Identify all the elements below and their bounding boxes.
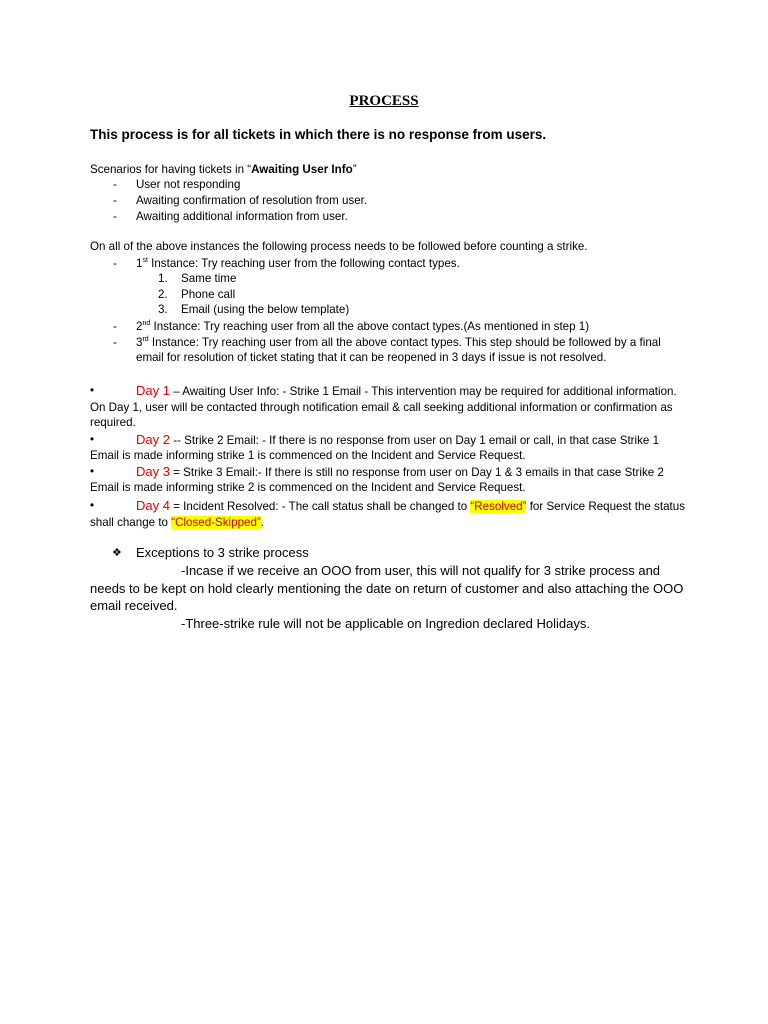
- instance-dash: -: [113, 320, 117, 333]
- scenario-dash: -: [113, 178, 117, 191]
- scenario-item: User not responding: [136, 178, 241, 191]
- exceptions-line-3: email received.: [90, 598, 178, 613]
- contact-item: Phone call: [181, 288, 236, 301]
- contact-number: 1.: [158, 272, 168, 285]
- day-4-line: Day 4 = Incident Resolved: - The call status shall be changed to “Resolved” for Service Request the status: [136, 498, 685, 513]
- day-2-label: Day 2: [136, 432, 170, 447]
- scenarios-lead: Scenarios for having tickets in “Awaiting User Info”: [90, 163, 357, 176]
- scenario-dash: -: [113, 210, 117, 223]
- contact-number: 2.: [158, 288, 168, 301]
- day-1-label: Day 1: [136, 383, 170, 398]
- day-3-label: Day 3: [136, 464, 170, 479]
- contact-item: Same time: [181, 272, 237, 285]
- instance-1: 1st Instance: Try reaching user from the following contact types.: [136, 257, 460, 270]
- intro-text: This process is for all tickets in which there is no response from users.: [90, 127, 547, 142]
- instance-dash: -: [113, 257, 117, 270]
- process-lead: On all of the above instances the following process needs to be followed before counting a strike.: [90, 240, 588, 253]
- instance-3: 3rd Instance: Try reaching user from all the above contact types. This step should be followed by a final: [136, 336, 661, 349]
- instance-3-continued: email for resolution of ticket stating that it can be reopened in 3 days if issue is not resolved.: [136, 351, 607, 364]
- day-1-line-3: required.: [90, 416, 136, 429]
- bullet: •: [90, 433, 95, 446]
- bullet: •: [90, 384, 95, 397]
- scenario-item: Awaiting confirmation of resolution from user.: [136, 194, 368, 207]
- day-3-line: Day 3 = Strike 3 Email:- If there is still no response from user on Day 1 & 3 emails in that case Strike 2: [136, 464, 664, 479]
- day-2-line: Day 2 -- Strike 2 Email: - If there is no response from user on Day 1 email or call, in that case Strike 1: [136, 432, 660, 447]
- instance-dash: -: [113, 336, 117, 349]
- page-title: PROCESS: [349, 93, 419, 109]
- day-2-line-2: Email is made informing strike 1 is commenced on the Incident and Service Request.: [90, 449, 526, 462]
- exceptions-line-2: needs to be kept on hold clearly mentioning the date on return of customer and also attaching the OOO: [90, 581, 684, 596]
- contact-number: 3.: [158, 303, 168, 316]
- instance-2: 2nd Instance: Try reaching user from all the above contact types.(As mentioned in step 1): [136, 320, 590, 333]
- day-4-line-2: shall change to “Closed-Skipped”.: [90, 516, 265, 529]
- bullet: •: [90, 499, 95, 512]
- diamond-bullet-icon: ❖: [112, 547, 122, 559]
- closed-skipped-highlight: “Closed-Skipped”: [171, 516, 261, 529]
- exceptions-line-1: -Incase if we receive an OOO from user, this will not qualify for 3 strike process and: [181, 563, 661, 578]
- scenario-dash: -: [113, 194, 117, 207]
- exceptions-line-4: -Three-strike rule will not be applicable on Ingredion declared Holidays.: [181, 616, 590, 631]
- resolved-highlight: “Resolved”: [470, 500, 527, 513]
- scenario-item: Awaiting additional information from user.: [136, 210, 348, 223]
- exceptions-heading: Exceptions to 3 strike process: [136, 545, 309, 560]
- bullet: •: [90, 465, 95, 478]
- day-3-line-2: Email is made informing strike 2 is commenced on the Incident and Service Request.: [90, 481, 526, 494]
- day-4-label: Day 4: [136, 498, 170, 513]
- day-1-line: Day 1 – Awaiting User Info: - Strike 1 Email - This intervention may be required for additional information.: [136, 383, 677, 398]
- contact-item: Email (using the below template): [181, 303, 350, 316]
- day-1-line-2: On Day 1, user will be contacted through notification email & call seeking additional information or confirmation as: [90, 401, 673, 414]
